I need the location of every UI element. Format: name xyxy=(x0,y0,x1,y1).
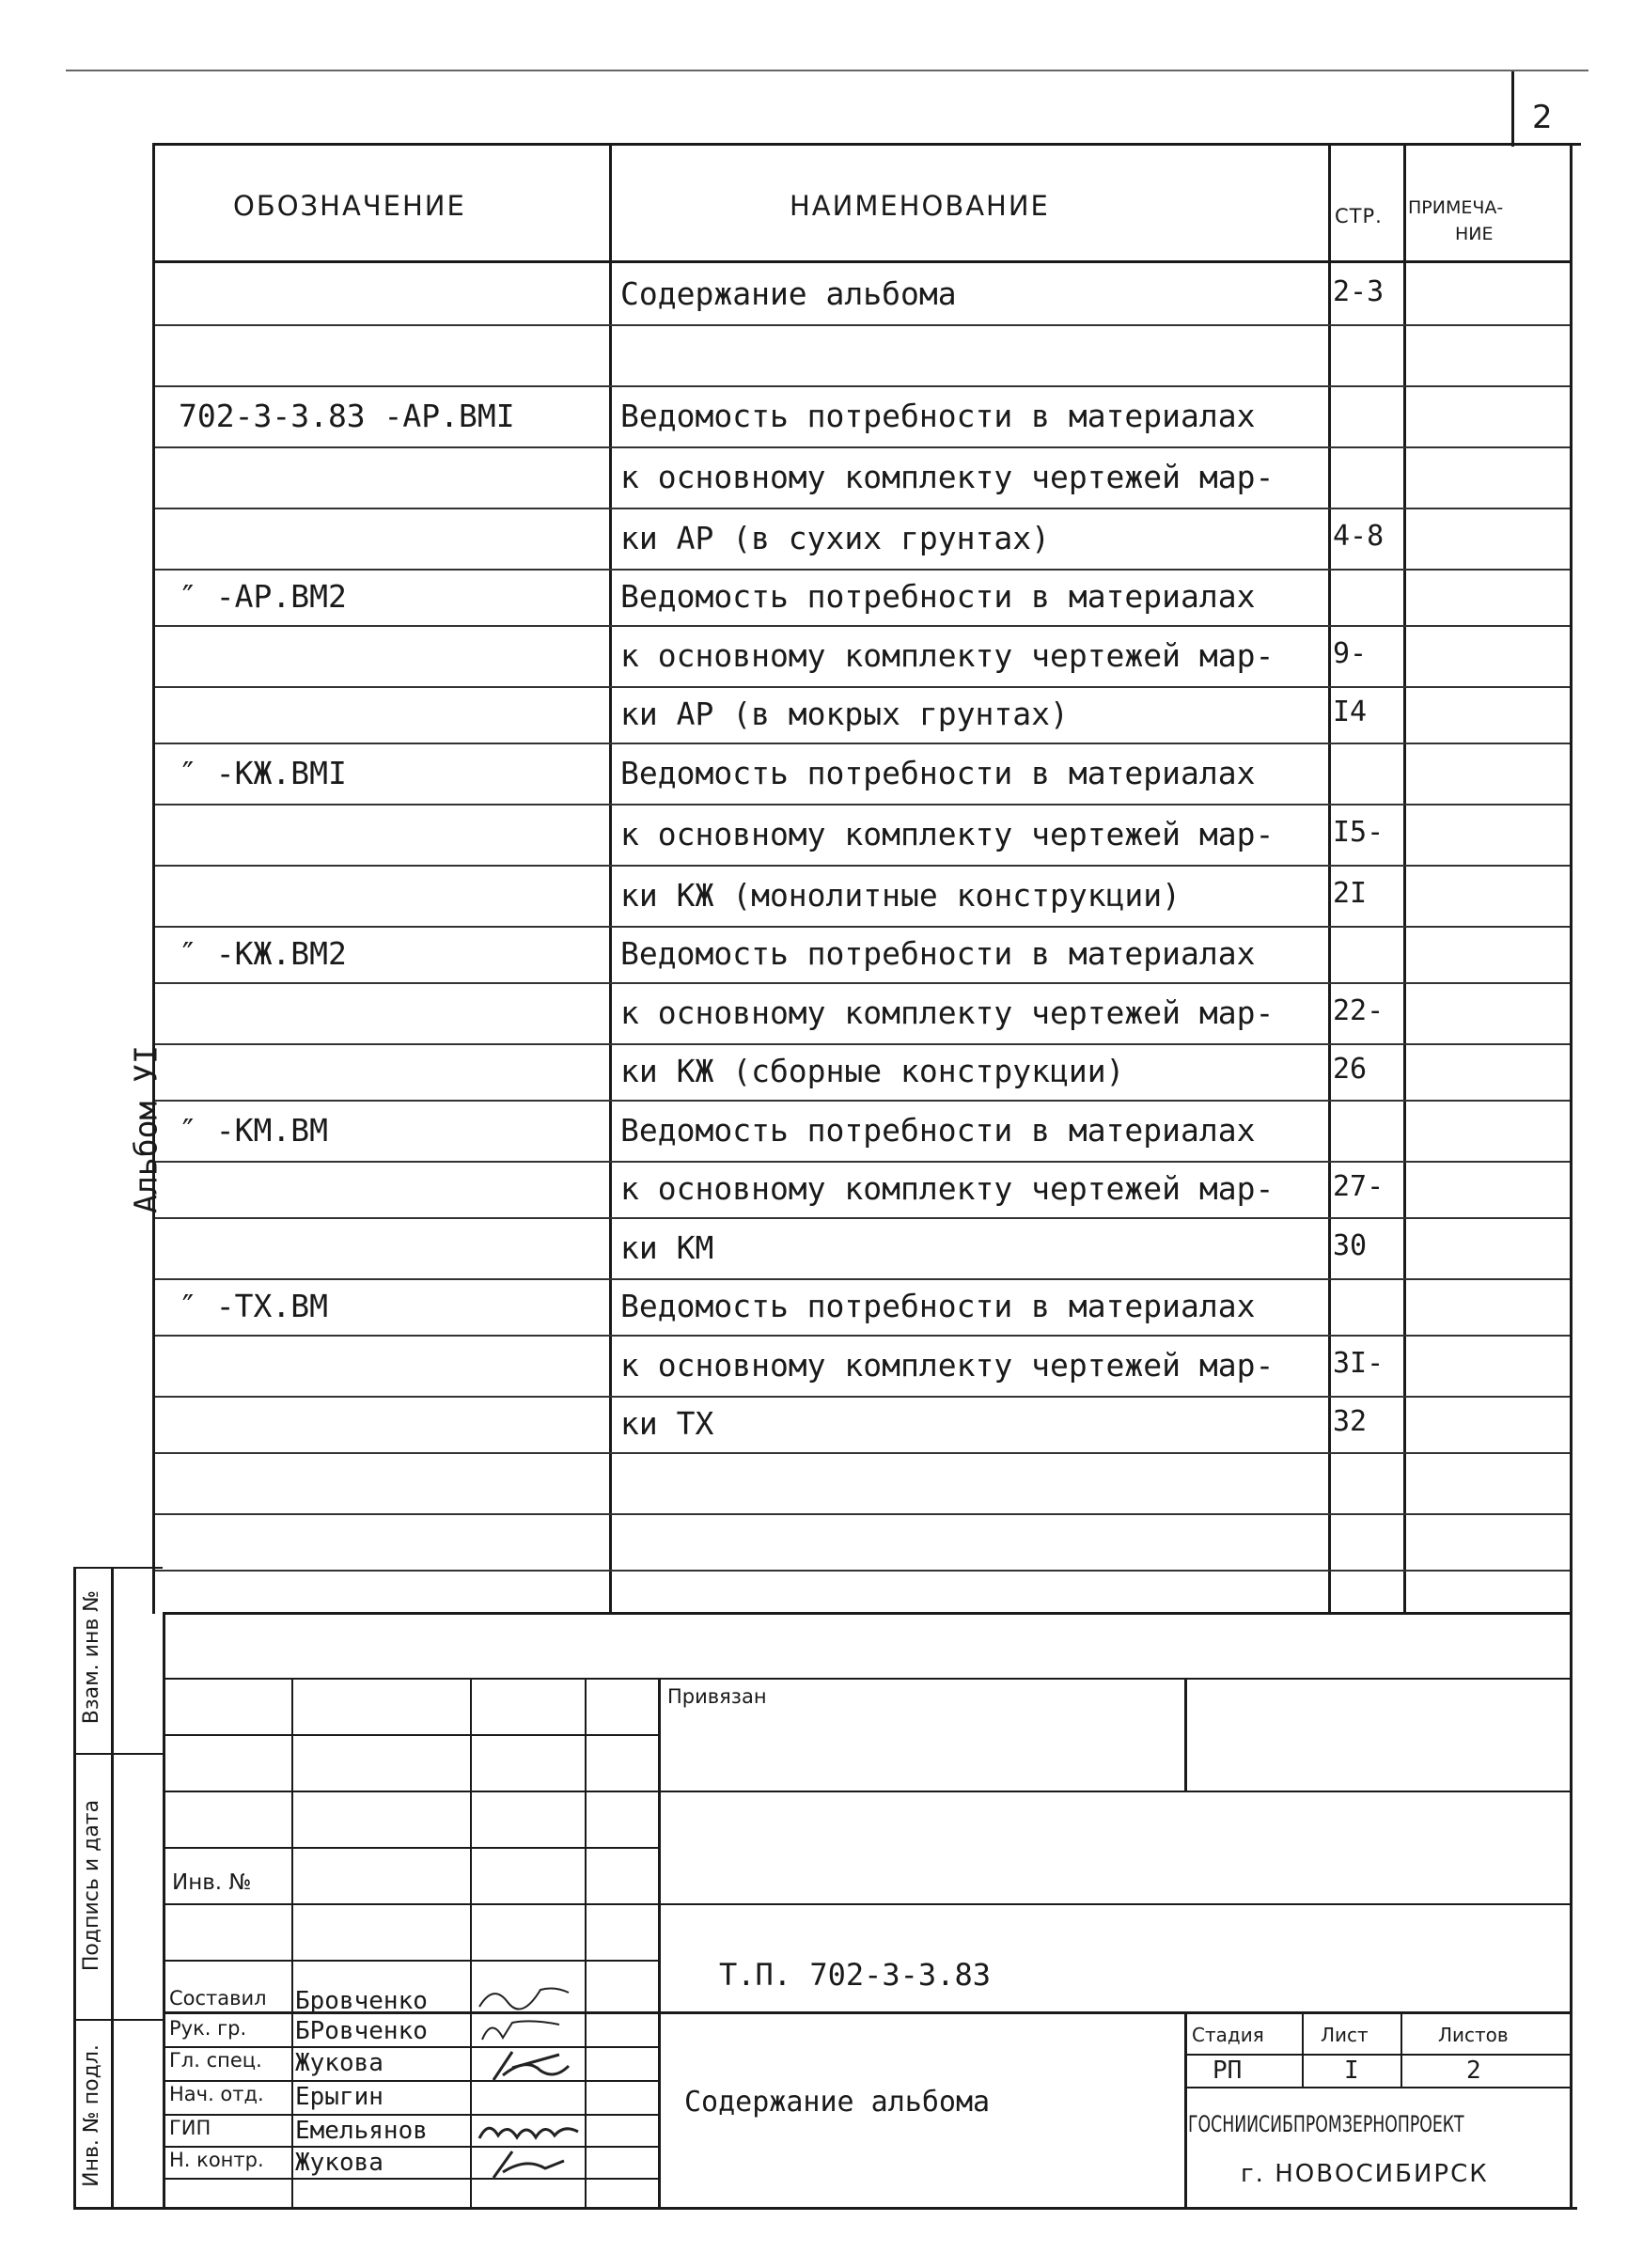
stamp-podpis-data: Подпись и дата xyxy=(80,1799,103,1972)
row-divider xyxy=(155,1100,1570,1102)
signature-1 xyxy=(475,1979,578,2016)
org-name: ГОСНИИСИБПРОМЗЕРНОПРОЕКТ xyxy=(1188,2111,1464,2137)
sheet-title: Содержание альбома xyxy=(684,2086,991,2119)
row-name: ки КЖ (сборные конструкции) xyxy=(620,1053,1125,1089)
row-divider xyxy=(155,324,1570,326)
signer-role: Н. контр. xyxy=(169,2149,264,2171)
signer-name: Жукова xyxy=(295,2049,383,2077)
header-note-line2: НИЕ xyxy=(1455,224,1494,244)
row-divider xyxy=(155,1217,1570,1219)
row-name: ки КЖ (монолитные конструкции) xyxy=(620,876,1181,914)
row-name: Ведомость потребности в материалах xyxy=(620,935,1256,972)
header-page: СТР. xyxy=(1335,205,1383,227)
signer-role: Нач. отд. xyxy=(169,2083,264,2105)
row-divider xyxy=(155,686,1570,688)
row-divider xyxy=(155,1043,1570,1045)
row-designation: ″ -КЖ.ВМI xyxy=(179,754,347,791)
row-page: 32 xyxy=(1333,1405,1368,1438)
row-page: 22- xyxy=(1333,993,1385,1027)
header-note-line1: ПРИМЕЧА- xyxy=(1408,197,1504,218)
stamp-vzam-inv: Взам. инв № xyxy=(80,1589,103,1725)
row-name: ки АР (в сухих грунтах) xyxy=(620,519,1050,556)
row-divider xyxy=(155,1335,1570,1337)
row-divider xyxy=(155,865,1570,867)
row-divider xyxy=(155,926,1570,928)
signer-name: Жукова xyxy=(295,2149,383,2177)
row-divider xyxy=(155,1278,1570,1280)
inv-no-label: Инв. № xyxy=(172,1870,252,1895)
signer-name: Емельянов xyxy=(295,2117,428,2145)
signer-name: БРовченко xyxy=(295,2017,428,2045)
sheets-label: Листов xyxy=(1438,2024,1509,2046)
row-page: 2I xyxy=(1333,876,1368,910)
signer-role: Гл. спец. xyxy=(169,2049,262,2072)
row-name: Ведомость потребности в материалах xyxy=(620,1288,1256,1324)
signer-name: Ерыгин xyxy=(295,2083,383,2111)
row-name: Содержание альбома xyxy=(620,274,957,312)
row-name: Ведомость потребности в материалах xyxy=(620,397,1256,434)
row-page: 3I- xyxy=(1333,1346,1385,1380)
row-page: 4-8 xyxy=(1333,519,1385,553)
row-name: к основному комплекту чертежей мар- xyxy=(620,1346,1275,1384)
row-designation: ″ -КЖ.ВМ2 xyxy=(179,935,347,972)
row-divider xyxy=(155,446,1570,448)
signer-role: Составил xyxy=(169,1987,267,2010)
row-divider xyxy=(155,1513,1570,1515)
row-name: Ведомость потребности в материалах xyxy=(620,1111,1256,1149)
stage-value: РП xyxy=(1213,2057,1243,2085)
row-divider xyxy=(155,1161,1570,1163)
row-divider xyxy=(155,743,1570,744)
page-number: 2 xyxy=(1532,99,1555,136)
row-page: 27- xyxy=(1333,1170,1385,1203)
row-name: Ведомость потребности в материалах xyxy=(620,578,1256,615)
sheet-label: Лист xyxy=(1321,2024,1369,2046)
row-name: к основному комплекту чертежей мар- xyxy=(620,993,1275,1031)
privyazan-label: Привязан xyxy=(667,1685,767,1708)
signature-5 xyxy=(475,2148,578,2182)
header-name: НАИМЕНОВАНИЕ xyxy=(790,190,1050,222)
org-city: г. НОВОСИБИРСК xyxy=(1241,2160,1489,2188)
row-name: к основному комплекту чертежей мар- xyxy=(620,636,1275,674)
album-label: Альбом УI xyxy=(127,1045,164,1213)
row-divider xyxy=(155,625,1570,627)
row-divider xyxy=(155,569,1570,571)
signature-4 xyxy=(475,2115,583,2147)
signature-3 xyxy=(475,2047,578,2085)
row-designation: 702-3-3.83 -АР.ВМI xyxy=(179,397,515,434)
row-page: 30 xyxy=(1333,1228,1368,1262)
row-divider xyxy=(155,385,1570,387)
row-page: 2-3 xyxy=(1333,274,1385,308)
row-name: к основному комплекту чертежей мар- xyxy=(620,1170,1275,1207)
row-divider xyxy=(155,982,1570,984)
signer-role: ГИП xyxy=(169,2117,211,2139)
row-divider xyxy=(155,1452,1570,1454)
row-page: 9- xyxy=(1333,636,1368,670)
row-divider xyxy=(155,1396,1570,1398)
signer-role: Рук. гр. xyxy=(169,2017,247,2040)
row-name: ки КМ xyxy=(620,1228,714,1266)
row-page: 26 xyxy=(1333,1053,1368,1086)
doc-code: Т.П. 702-3-3.83 xyxy=(719,1957,991,1993)
stamp-inv-podl: Инв. № подл. xyxy=(80,2044,103,2187)
row-designation: ″ -АР.ВМ2 xyxy=(179,578,347,615)
row-divider xyxy=(155,804,1570,806)
stage-label: Стадия xyxy=(1192,2024,1264,2046)
row-designation: ″ -ТХ.ВМ xyxy=(179,1288,328,1324)
signer-name: Бровченко xyxy=(295,1987,428,2015)
signature-2 xyxy=(475,2013,578,2047)
row-name: Ведомость потребности в материалах xyxy=(620,754,1256,791)
sheet-value: I xyxy=(1344,2057,1359,2085)
row-name: ки ТХ xyxy=(620,1405,714,1442)
row-divider xyxy=(155,1570,1570,1572)
header-designation: ОБОЗНАЧЕНИЕ xyxy=(233,190,466,222)
row-page: I4 xyxy=(1333,696,1368,728)
sheets-value: 2 xyxy=(1466,2057,1481,2085)
row-name: к основному комплекту чертежей мар- xyxy=(620,458,1275,495)
row-name: ки АР (в мокрых грунтах) xyxy=(620,696,1069,732)
row-divider xyxy=(155,508,1570,509)
row-name: к основному комплекту чертежей мар- xyxy=(620,815,1275,852)
row-page: I5- xyxy=(1333,815,1385,849)
row-designation: ″ -КМ.ВМ xyxy=(179,1111,328,1149)
